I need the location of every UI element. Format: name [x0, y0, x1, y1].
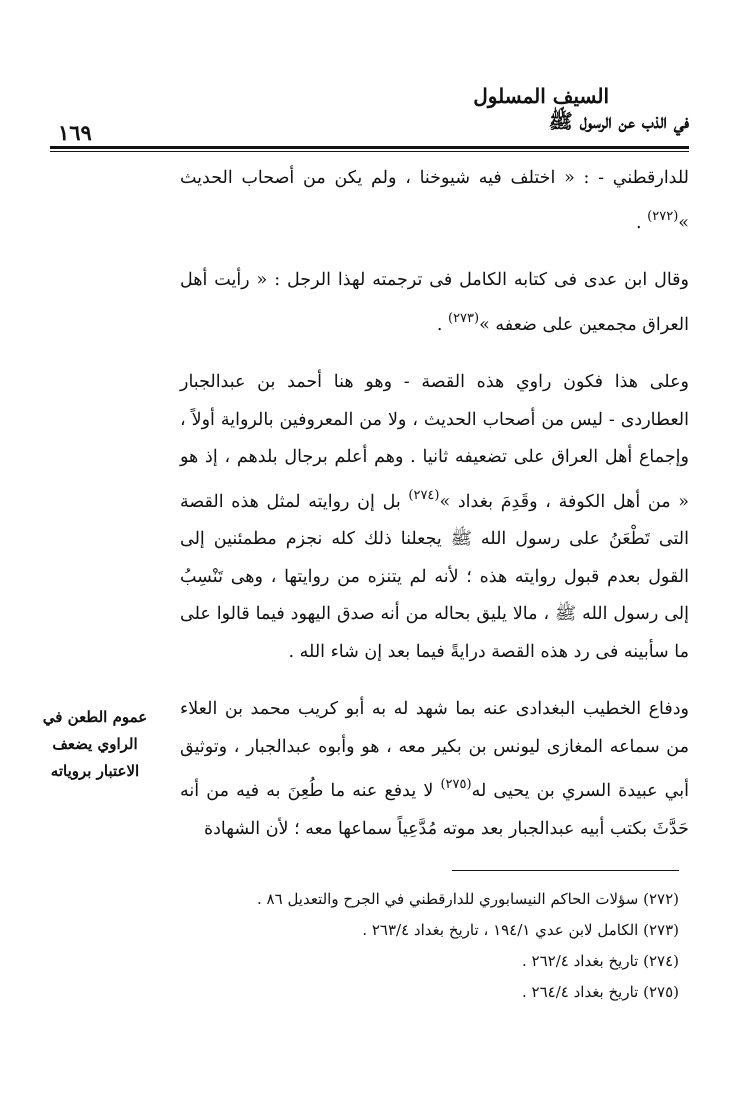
margin-note-line: الراوي يضعف [52, 735, 138, 753]
margin-note-line: عموم الطعن في [42, 708, 148, 726]
paragraph-2 [180, 262, 689, 344]
footnote-ref-274: (٢٧٤) [408, 487, 440, 503]
paragraph-1 [180, 160, 689, 242]
footnote-273: (٢٧٣) الكامل لابن عدي ١٩٤/١ ، تاريخ بغداد ٢٦٣/٤ . [362, 921, 679, 939]
main-text [180, 160, 689, 848]
margin-note [40, 704, 150, 785]
footnote-ref-272: (٢٧٢) [647, 208, 679, 224]
paragraph-end: . [436, 314, 448, 335]
footnotes [180, 884, 679, 1008]
paragraph-end: لا يدفع عنه ما طُعِنَ به فيه من أنه حَدَّثَ بكتب أبيه عبدالجبار بعد موته مُدَّعِياً سماعها معه ؛ لأن الشهادة [180, 781, 689, 839]
paragraph-3 [180, 364, 689, 671]
footnote-274: (٢٧٤) تاريخ بغداد ٢٦٢/٤ . [522, 952, 679, 970]
running-header-title [429, 84, 689, 134]
header-title-line2: في الذب عن الرسول ﷺ [548, 109, 689, 133]
paragraph-4 [180, 691, 689, 848]
paragraph-text: وعلى هذا فكون راوي هذه القصة - وهو هنا أحمد بن عبدالجبار العطاردى - ليس من أصحاب الحديث ، ولا من المعروفين بالرواية أولاً ، وإجماع أهل العراق على تضعيفه ثانيا . وهم أعلم برجال بلدهم ، إذ هو « من أهل الكوفة ، وقَدِمَ بغداد » [180, 372, 689, 512]
paragraph-text: للدارقطني - : « اختلف فيه شيوخنا ، ولم يكن من أصحاب الحديث » [180, 168, 689, 233]
footnote-separator [452, 870, 679, 871]
paragraph-end: بل إن روايته لمثل هذه القصة التى تَطْعَنُ على رسول الله ﷺ يجعلنا ذلك كله نجزم مطمئنين إلى القول بعدم قبول روايته هذه ؛ لأنه لم يتنزه من روايتها ، وهى تَنْسِبُ إلى رسول الله ﷺ ، مالا يليق بحاله من أنه صدق اليهود فيما قالوا على ما سأبينه فى رد هذه القصة درايةً فيما بعد إن شاء الله . [180, 491, 689, 662]
footnote-272: (٢٧٢) سؤلات الحاكم النيسابوري للدارقطني في الجرح والتعديل ٨٦ . [257, 890, 679, 908]
paragraph-text: ودفاع الخطيب البغدادى عنه بما شهد له به أبو كريب محمد بن العلاء من سماعه المغازى ليونس بن بكير معه ، هو وأبوه عبدالجبار ، وتوثيق أبي عبيدة السري بن يحيى له [180, 699, 689, 801]
header-title-line1: السيف المسلول [473, 84, 609, 108]
paragraph-end: . [636, 212, 648, 233]
header-rule-thin [50, 151, 689, 152]
footnote-275: (٢٧٥) تاريخ بغداد ٢٦٤/٤ . [522, 983, 679, 1001]
page-number: ١٦٩ [58, 120, 92, 145]
margin-note-line: الاعتبار بروياته [50, 762, 140, 780]
header-rule-thick [50, 146, 689, 149]
paragraph-text: وقال ابن عدى فى كتابه الكامل فى ترجمته لهذا الرجل : « رأيت أهل العراق مجمعين على ضعفه » [180, 270, 689, 335]
footnote-ref-275: (٢٧٥) [440, 777, 472, 792]
footnote-ref-273: (٢٧٣) [448, 310, 480, 326]
